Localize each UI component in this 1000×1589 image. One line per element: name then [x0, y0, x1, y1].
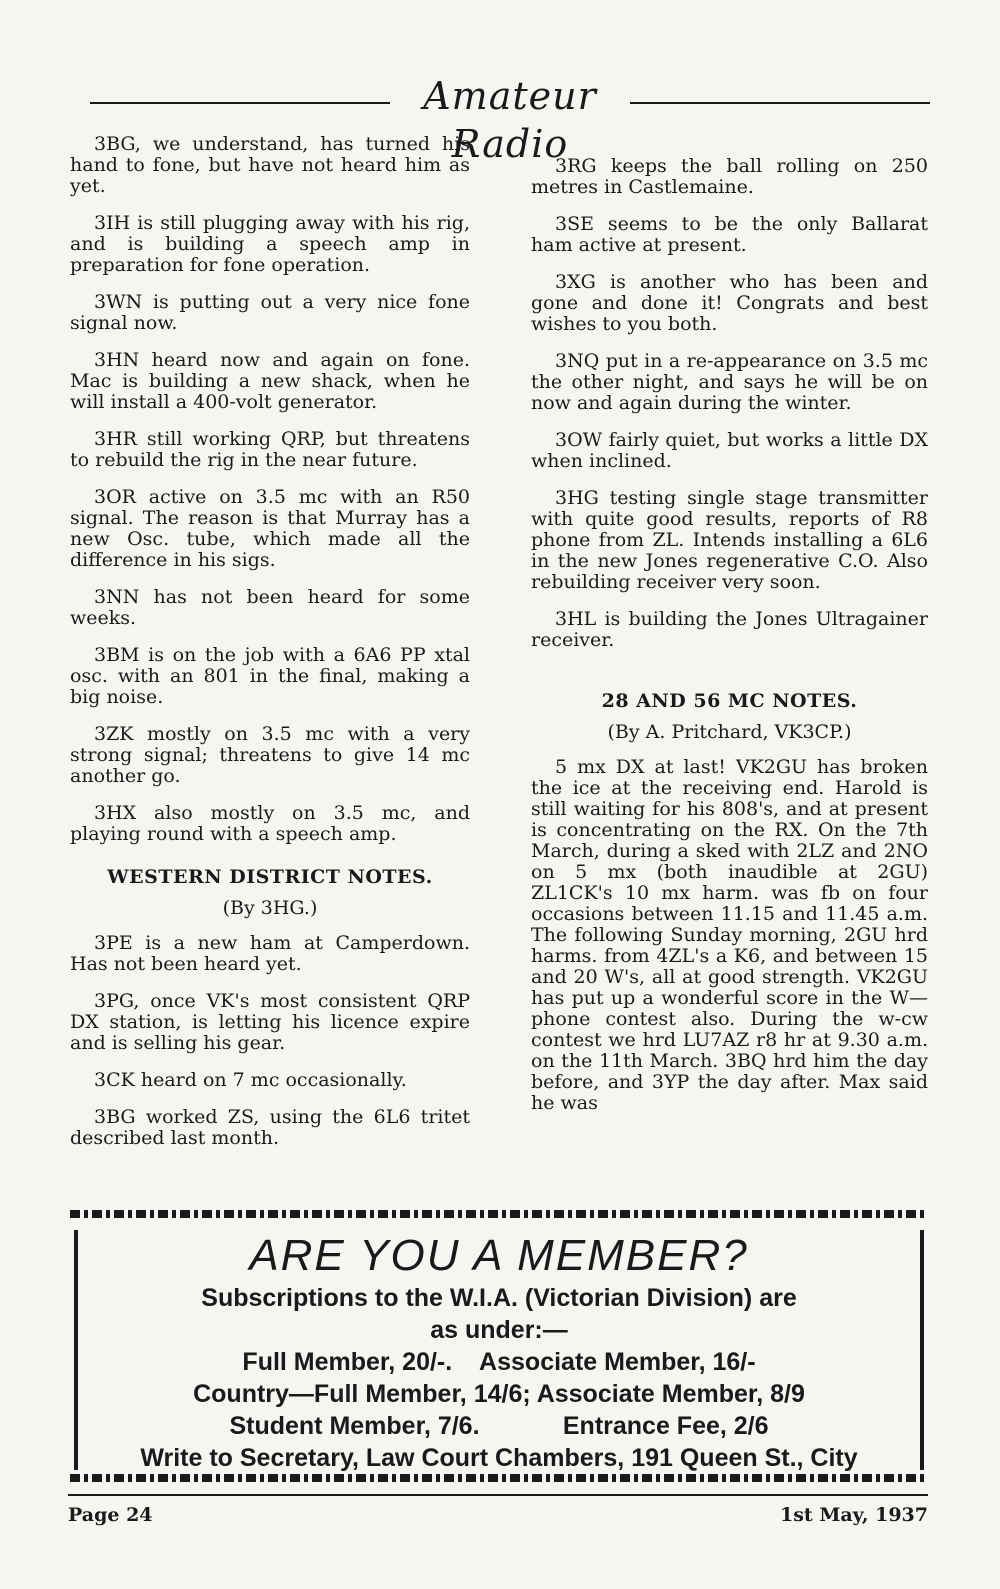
- page-number: Page 24: [68, 1504, 153, 1526]
- note-3nq: 3NQ put in a re-appearance on 3.5 mc the other night, and says he will be on now and again during the winter.: [531, 350, 928, 414]
- note-3or: 3OR active on 3.5 mc with an R50 signal. The reason is that Murray has a new Osc. tube, which made all the difference in his sigs.: [70, 486, 470, 571]
- note-3ck: 3CK heard on 7 mc occasionally.: [94, 1069, 407, 1091]
- note-3pg: 3PG, once VK's most consistent QRP DX station, is letting his licence expire and is selling his gear.: [70, 990, 470, 1054]
- note-3hl: 3HL is building the Jones Ultragainer receiver.: [531, 608, 928, 651]
- note-3rg: 3RG keeps the ball rolling on 250 metres in Castlemaine.: [531, 155, 928, 198]
- advert-line-full-member: Full Member, 20/-. Associate Member, 16/-: [242, 1348, 756, 1376]
- masthead-rule-right: [630, 102, 930, 104]
- note-3bg-zs: 3BG worked ZS, using the 6L6 tritet described last month.: [70, 1106, 470, 1149]
- advert-border-left: [74, 1230, 78, 1470]
- masthead-title: Amateur Radio: [423, 74, 597, 166]
- note-3wn: 3WN is putting out a very nice fone signal now.: [70, 291, 470, 334]
- advert-line-student: Student Member, 7/6. Entrance Fee, 2/6: [229, 1412, 769, 1440]
- advert-heading: ARE YOU A MEMBER?: [249, 1231, 749, 1280]
- note-3ih: 3IH is still plugging away with his rig, and is building a speech amp in preparation for fone operation.: [70, 212, 470, 276]
- advert-border-top: [70, 1210, 928, 1218]
- note-3hg: 3HG testing single stage transmitter with quite good results, reports of R8 phone from ZL. Intends installing a 6L6 in the new Jones regenerative C.O. Also rebuilding receiver very soon.: [531, 487, 928, 593]
- note-3pe: 3PE is a new ham at Camperdown. Has not been heard yet.: [70, 932, 470, 975]
- mc-notes-heading: 28 AND 56 MC NOTES.: [601, 690, 858, 712]
- western-district-byline: (By 3HG.): [222, 897, 318, 919]
- advert-border-bottom: [70, 1474, 928, 1482]
- right-column: [531, 156, 928, 1130]
- note-3ow: 3OW fairly quiet, but works a little DX when inclined.: [531, 429, 928, 472]
- advert-line-secretary: Write to Secretary, Law Court Chambers, 191 Queen St., City: [140, 1444, 858, 1472]
- advert-line-subscriptions: Subscriptions to the W.I.A. (Victorian Division) are: [201, 1284, 797, 1312]
- western-district-heading: WESTERN DISTRICT NOTES.: [107, 866, 433, 888]
- mc-notes-byline: (By A. Pritchard, VK3CP.): [607, 721, 852, 743]
- note-3se: 3SE seems to be the only Ballarat ham active at present.: [531, 213, 928, 256]
- note-3xg: 3XG is another who has been and gone and done it! Congrats and best wishes to you both.: [531, 271, 928, 335]
- note-3hr: 3HR still working QRP, but threatens to rebuild the rig in the near future.: [70, 428, 470, 471]
- note-3bm: 3BM is on the job with a 6A6 PP xtal osc. with an 801 in the final, making a big noise.: [70, 644, 470, 708]
- masthead-rule-left: [90, 102, 390, 104]
- membership-advert: [70, 1210, 928, 1482]
- issue-date: 1st May, 1937: [780, 1504, 928, 1526]
- note-3hn: 3HN heard now and again on fone. Mac is building a new shack, when he will install a 400-volt generator.: [70, 349, 470, 413]
- masthead: [90, 72, 930, 166]
- left-column: [70, 134, 470, 1165]
- advert-line-country: Country—Full Member, 14/6; Associate Member, 8/9: [193, 1380, 805, 1408]
- note-3nn: 3NN has not been heard for some weeks.: [70, 586, 470, 629]
- page-footer: [68, 1494, 928, 1534]
- note-5mx-dx: 5 mx DX at last! VK2GU has broken the ice at the receiving end. Harold is still waiting for his 808's, and at present is concentrating on the RX. On the 7th March, during a sked with 2LZ and 2NO on 5 mx (both inaudible at 2GU) ZL1CK's 10 mx harm. was fb on four occasions between 11.15 and 11.45 a.m. The following Sunday morning, 2GU hrd harms. from 4ZL's a K6, and between 15 and 20 W's, all at good strength. VK2GU has put up a wonderful score in the W— phone contest also. During the w-cw contest we hrd LU7AZ r8 hr at 9.30 a.m. on the 11th March. 3BQ hrd him the day before, and 3YP the day after. Max said he was: [531, 756, 928, 1114]
- advert-content: [90, 1230, 908, 1474]
- footer-rule: [68, 1494, 928, 1496]
- note-3zk: 3ZK mostly on 3.5 mc with a very strong signal; threatens to give 14 mc another go.: [70, 723, 470, 787]
- note-3hx: 3HX also mostly on 3.5 mc, and playing round with a speech amp.: [70, 802, 470, 845]
- note-3bg: 3BG, we understand, has turned his hand to fone, but have not heard him as yet.: [70, 133, 470, 197]
- advert-line-as-under: as under:—: [430, 1316, 568, 1344]
- advert-border-right: [920, 1230, 924, 1470]
